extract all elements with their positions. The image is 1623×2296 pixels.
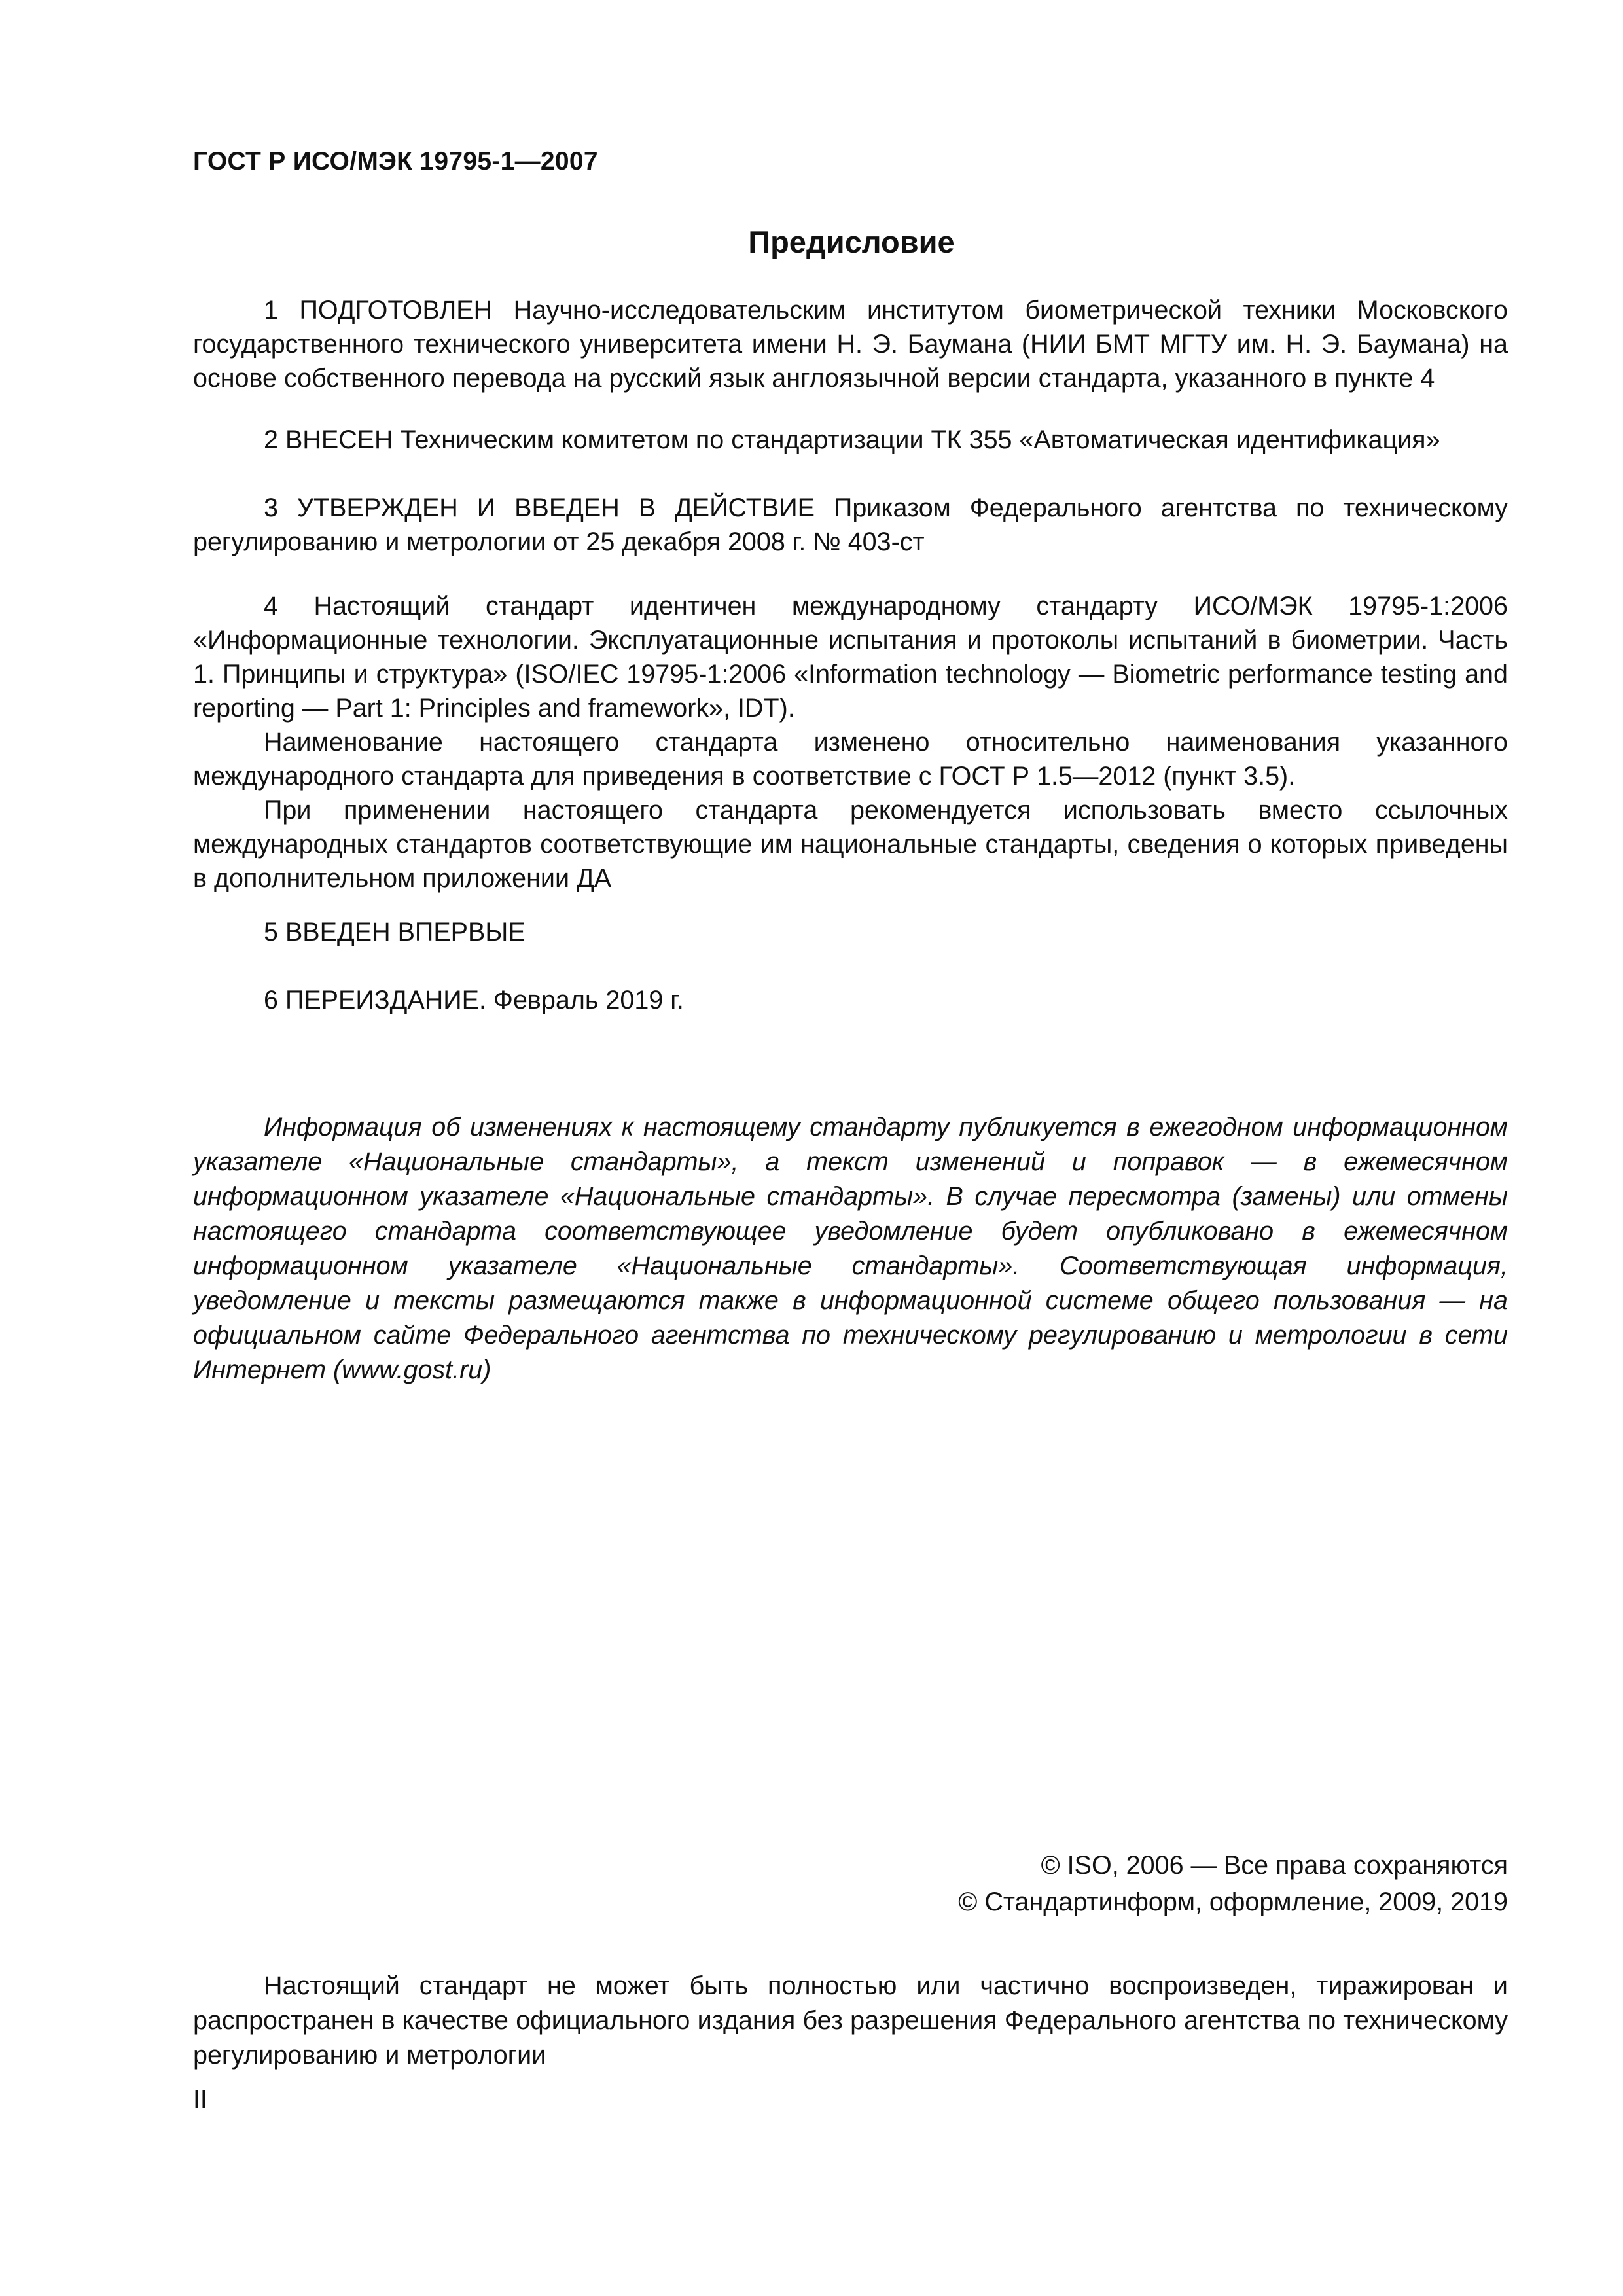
page-number: II — [193, 2085, 207, 2113]
changes-info-notice — [193, 1110, 1508, 1388]
page-title: Предисловие — [748, 224, 955, 259]
foreword-item-text: 4 Настоящий стандарт идентичен международному стандарту ИСО/МЭК 19795-1:2006 «Информационные технологии. Эксплуатационные испытания и протоколы испытаний в биометрии. Часть 1. Принципы и структура» (ISO/IEC 19795-1:2006 «Information technology — Biometric performance testing and reporting — Part 1: Principles and framework», IDT). — [193, 592, 1508, 723]
restriction-text: Настоящий стандарт не может быть полностью или частично воспроизведен, тиражирован и распространен в качестве официального издания без разрешения Федерального агентства по техническому регулированию и метрологии — [193, 1971, 1508, 2070]
foreword-item-paragraph: При применении настоящего стандарта рекомендуется использовать вместо ссылочных международных стандартов соответствующие им национальные стандарты, сведения о которых приведены в дополнительном приложении ДА — [193, 796, 1508, 893]
foreword-item-text: 5 ВВЕДЕН ВПЕРВЫЕ — [264, 918, 526, 946]
changes-info-text: Информация об изменениях к настоящему стандарту публикуется в ежегодном информационном указателе «Национальные стандарты», а текст изменений и поправок — в ежемесячном информационном указателе «Национальные стандарты». В случае пересмотра (замены) или отмены настоящего стандарта соответствующее уведомление будет опубликовано в ежемесячном информационном указателе «Национальные стандарты». Соответствующая информация, уведомление и тексты размещаются также в информационной системе общего пользования — на официальном сайте Федерального агентства по техническому регулированию и метрологии в сети Интернет (www.gost.ru) — [193, 1113, 1508, 1384]
foreword-item-5 — [193, 915, 1508, 949]
foreword-item-paragraph: Наименование настоящего стандарта изменено относительно наименования указанного международного стандарта для приведения в соответствие с ГОСТ Р 1.5—2012 (пункт 3.5). — [193, 728, 1508, 791]
foreword-item-2 — [193, 423, 1508, 457]
foreword-item-6 — [193, 983, 1508, 1017]
foreword-item-text: 2 ВНЕСЕН Техническим комитетом по стандартизации ТК 355 «Автоматическая идентификация» — [264, 425, 1440, 454]
foreword-item-text: 6 ПЕРЕИЗДАНИЕ. Февраль 2019 г. — [264, 986, 684, 1014]
reproduction-restriction — [193, 1969, 1508, 2073]
foreword-item-3 — [193, 491, 1508, 559]
foreword-item-text: 1 ПОДГОТОВЛЕН Научно-исследовательским институтом биометрической техники Московского государственного технического университета имени Н. Э. Баумана (НИИ БМТ МГТУ им. Н. Э. Баумана) на основе собственного перевода на русский язык англоязычной версии стандарта, указанного в пункте 4 — [193, 296, 1508, 393]
foreword-item-4 — [193, 589, 1508, 895]
document-code-header: ГОСТ Р ИСО/МЭК 19795-1—2007 — [193, 147, 598, 175]
foreword-item-1 — [193, 293, 1508, 395]
foreword-item-text: 3 УТВЕРЖДЕН И ВВЕДЕН В ДЕЙСТВИЕ Приказом Федерального агентства по техническому регулированию и метрологии от 25 декабря 2008 г. № 403-ст — [193, 493, 1508, 556]
copyright-standartinform: © Стандартинформ, оформление, 2009, 2019 — [958, 1888, 1508, 1916]
copyright-block — [958, 1847, 1508, 1920]
copyright-iso: © ISO, 2006 — Все права сохраняются — [1041, 1851, 1508, 1880]
